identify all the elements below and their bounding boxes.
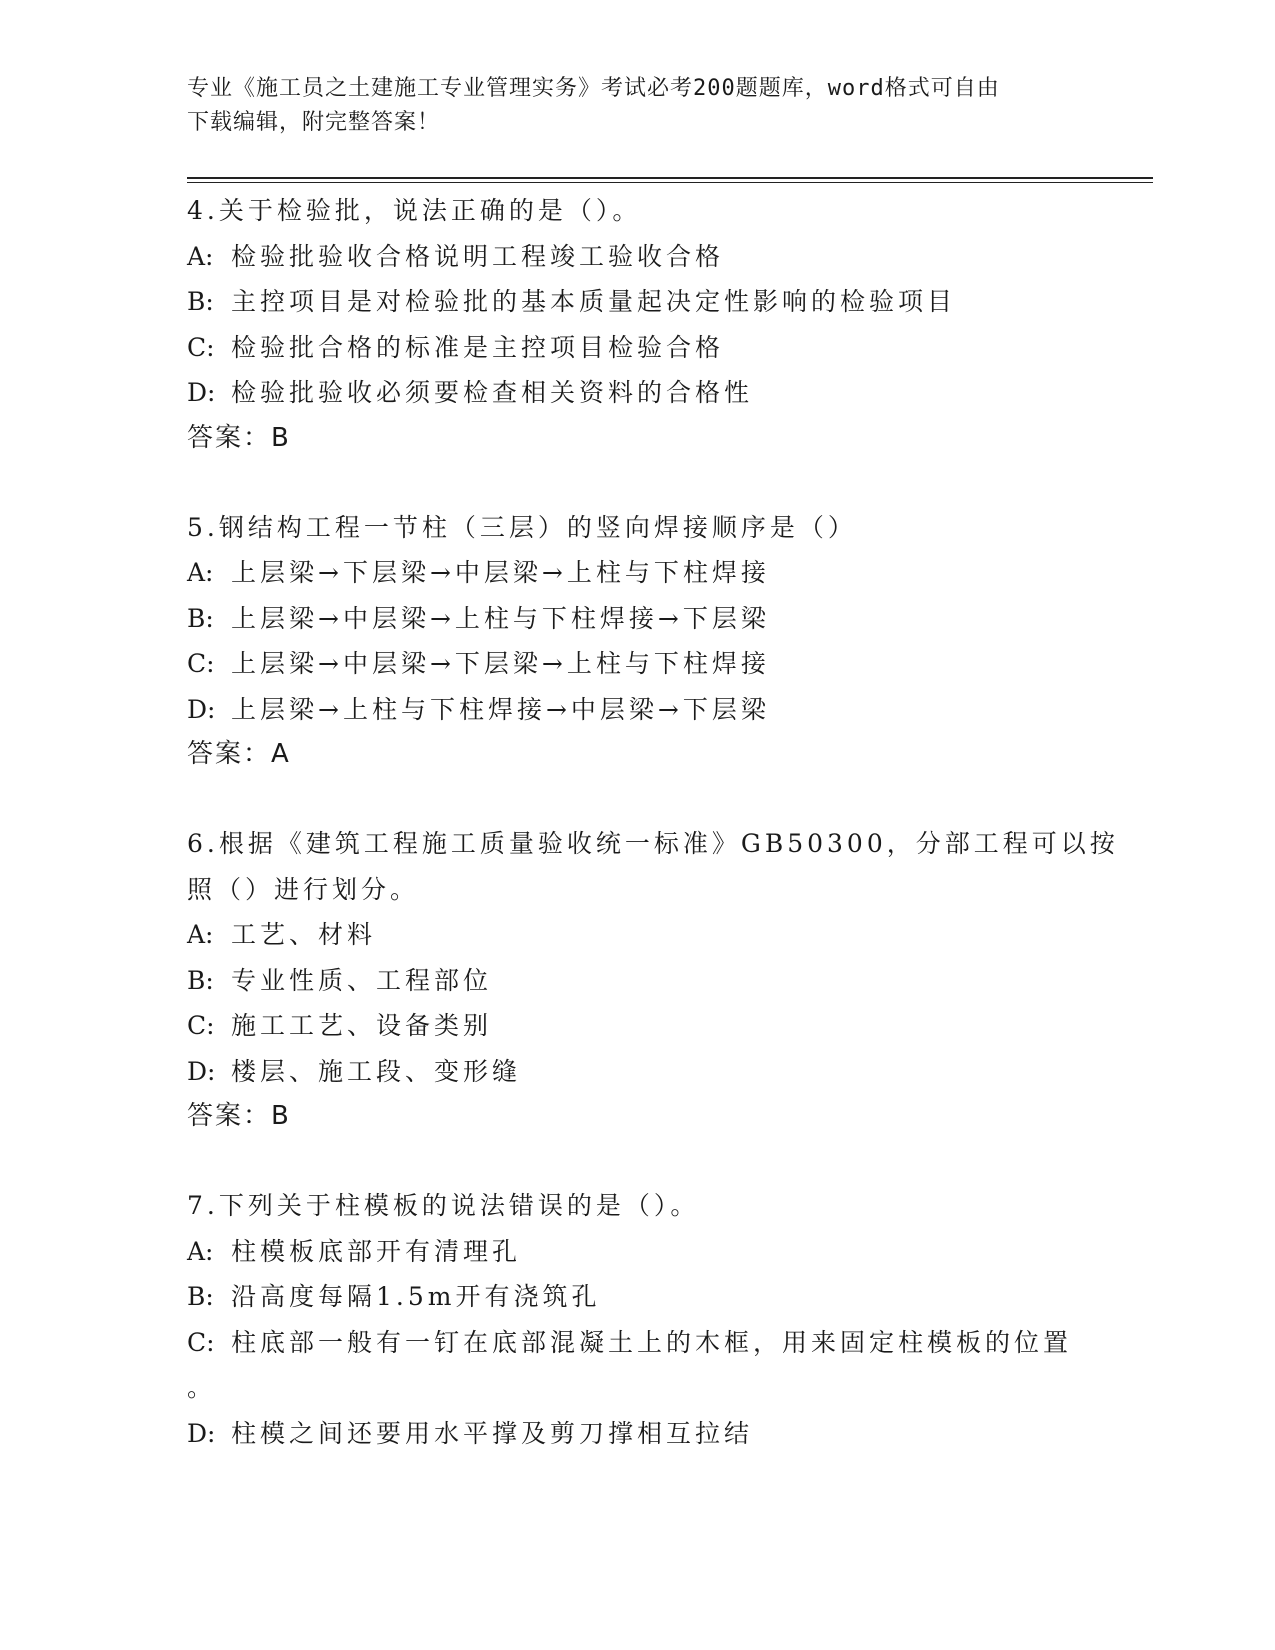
- option-b: [187, 958, 1087, 1004]
- option-key: C:: [187, 332, 215, 362]
- answer-line: 答案：A: [187, 739, 291, 769]
- option-key: C:: [187, 1011, 215, 1040]
- option-key: C:: [187, 1327, 215, 1357]
- option-d: [187, 687, 1087, 733]
- question-4: [187, 188, 1087, 461]
- option-text: 楼层、施工段、变形缝: [231, 1056, 522, 1086]
- option-key: A:: [187, 241, 214, 271]
- option-text: 主控项目是对检验批的基本质量起决定性影响的检验项目: [231, 287, 957, 316]
- option-text: 检验批合格的标准是主控项目检验合格: [231, 332, 725, 362]
- option-a: [187, 912, 1087, 958]
- option-b: [187, 1274, 1087, 1320]
- question-stem-continued: 照（）进行划分。: [187, 874, 420, 904]
- question-stem: 7.下列关于柱模板的说法错误的是（）。: [187, 1191, 700, 1220]
- option-key: A:: [187, 1236, 214, 1266]
- option-d: [187, 1411, 1087, 1457]
- header-divider-thin: [187, 182, 1153, 183]
- option-c: [187, 1003, 1087, 1049]
- option-b: [187, 279, 1087, 325]
- option-a: [187, 234, 1087, 280]
- header-line-1: 专业《施工员之土建施工专业管理实务》考试必考200题题库，word格式可自由: [187, 76, 1000, 101]
- option-text: 上层梁→中层梁→下层梁→上柱与下柱焊接: [231, 649, 770, 678]
- option-text: 柱模之间还要用水平撑及剪刀撑相互拉结: [231, 1418, 754, 1448]
- option-c: [187, 325, 1087, 371]
- option-text: 上层梁→下层梁→中层梁→上柱与下柱焊接: [231, 558, 770, 587]
- option-key: D:: [187, 1056, 216, 1086]
- option-text: 上层梁→上柱与下柱焊接→中层梁→下层梁: [231, 694, 770, 724]
- option-c-continued: 。: [187, 1373, 213, 1402]
- option-key: B:: [187, 1282, 214, 1311]
- question-7: [187, 1183, 1087, 1456]
- option-key: A:: [187, 558, 214, 587]
- option-a: [187, 550, 1087, 596]
- question-list: [187, 188, 1119, 1456]
- option-text: 专业性质、工程部位: [231, 965, 493, 995]
- question-stem: 4.关于检验批，说法正确的是（）。: [187, 196, 642, 225]
- option-c: [187, 641, 1087, 687]
- option-key: D:: [187, 378, 216, 407]
- option-key: B:: [187, 965, 214, 995]
- option-text: 工艺、材料: [231, 920, 377, 949]
- option-key: B:: [187, 287, 214, 316]
- header-line-2: 下载编辑，附完整答案！: [187, 110, 441, 135]
- answer-line: 答案：B: [187, 1101, 291, 1131]
- question-stem: 5.钢结构工程一节柱（三层）的竖向焊接顺序是（）: [187, 512, 857, 542]
- question-6: [187, 821, 1119, 1139]
- option-d: [187, 370, 1087, 416]
- option-text: 柱模板底部开有清理孔: [231, 1236, 522, 1266]
- option-text: 上层梁→中层梁→上柱与下柱焊接→下层梁: [231, 603, 770, 633]
- option-text: 柱底部一般有一钉在底部混凝土上的木框，用来固定柱模板的位置: [231, 1327, 1073, 1357]
- option-key: D:: [187, 1418, 216, 1448]
- option-key: A:: [187, 920, 214, 949]
- option-key: B:: [187, 603, 214, 633]
- option-text: 沿高度每隔1.5m开有浇筑孔: [231, 1282, 601, 1311]
- header-divider-thick: [187, 177, 1153, 179]
- answer-line: 答案：B: [187, 422, 291, 453]
- option-d: [187, 1049, 1087, 1095]
- option-key: C:: [187, 649, 215, 678]
- option-text: 检验批验收合格说明工程竣工验收合格: [231, 241, 725, 271]
- question-stem: 6.根据《建筑工程施工质量验收统一标准》GB50300，分部工程可以按: [187, 829, 1119, 858]
- option-a: [187, 1229, 1087, 1275]
- question-5: [187, 505, 1087, 778]
- option-c: [187, 1320, 1087, 1366]
- option-key: D:: [187, 694, 216, 724]
- option-text: 施工工艺、设备类别: [231, 1011, 493, 1040]
- option-text: 检验批验收必须要检查相关资料的合格性: [231, 378, 754, 407]
- document-header: [187, 72, 1067, 140]
- option-b: [187, 596, 1087, 642]
